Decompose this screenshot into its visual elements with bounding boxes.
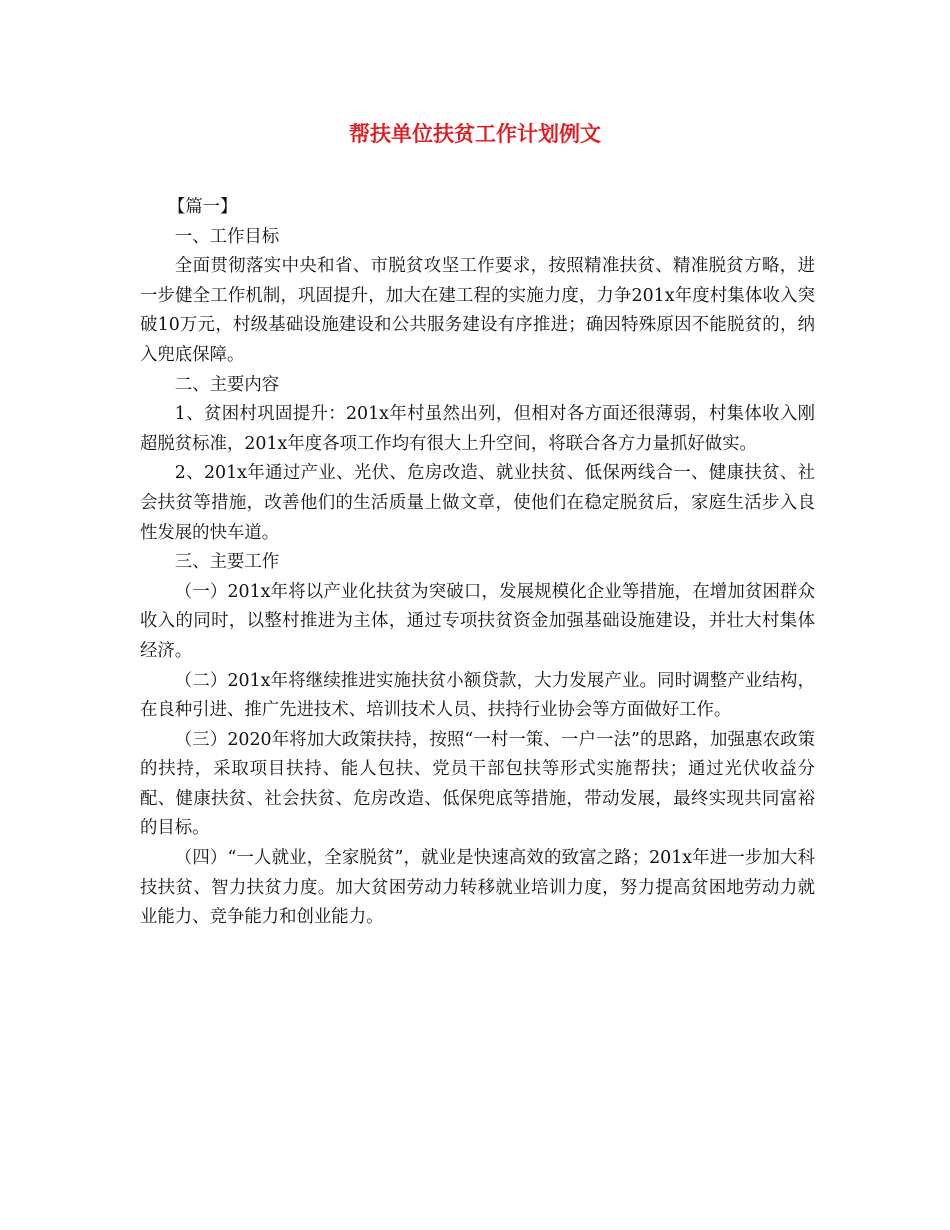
section-heading-main-work: 三、主要工作 [174,552,280,573]
section-heading-part-one: 【篇一】 [167,197,238,217]
paragraph-work-goals: 全面贯彻落实中央和省、市脱贫攻坚工作要求，按照精准扶贫、精准脱贫方略，进一步健全工作机制，巩固提升，加大在建工程的实施力度，力争201x年度村集体收入突破10万元，村级基础设施建设和公共服务建设有序推进；确因特殊原因不能脱贫的，纳入兜底保障。 [140,256,815,365]
paragraph-content-item-2: 2、201x年通过产业、光伏、危房改造、就业扶贫、低保两线合一、健康扶贫、社会扶贫等措施，改善他们的生活质量上做文章，使他们在稳定脱贫后，家庭生活步入良性发展的快车道。 [140,463,815,543]
paragraph-work-item-4: （四）“一人就业，全家脱贫”，就业是快速高效的致富之路；201x年进一步加大科技扶贫、智力扶贫力度。加大贫困劳动力转移就业培训力度，努力提高贫困地劳动力就业能力、竞争能力和创业能力。 [140,848,815,928]
document-title: 帮扶单位扶贫工作计划例文 [349,121,601,146]
document-body [140,193,815,933]
paragraph-work-item-1: （一）201x年将以产业化扶贫为突破口，发展规模化企业等措施，在增加贫困群众收入的同时，以整村推进为主体，通过专项扶贫资金加强基础设施建设，并壮大村集体经济。 [140,581,815,661]
paragraph-content-item-1: 1、贫困村巩固提升：201x年村虽然出列，但相对各方面还很薄弱，村集体收入刚超脱贫标准，201x年度各项工作均有很大上升空间，将联合各方力量抓好做实。 [140,404,815,454]
paragraph-work-item-3: （三）2020年将加大政策扶持，按照“一村一策、一户一法”的思路，加强惠农政策的扶持，采取项目扶持、能人包扶、党员干部包扶等形式实施帮扶；通过光伏收益分配、健康扶贫、社会扶贫、危房改造、低保兜底等措施，带动发展，最终实现共同富裕的目标。 [140,729,815,839]
paragraph-work-item-2: （二）201x年将继续推进实施扶贫小额贷款，大力发展产业。同时调整产业结构，在良种引进、推广先进技术、培训技术人员、扶持行业协会等方面做好工作。 [140,670,815,721]
section-heading-work-goals: 一、工作目标 [174,226,280,247]
section-heading-main-content: 二、主要内容 [174,374,280,395]
